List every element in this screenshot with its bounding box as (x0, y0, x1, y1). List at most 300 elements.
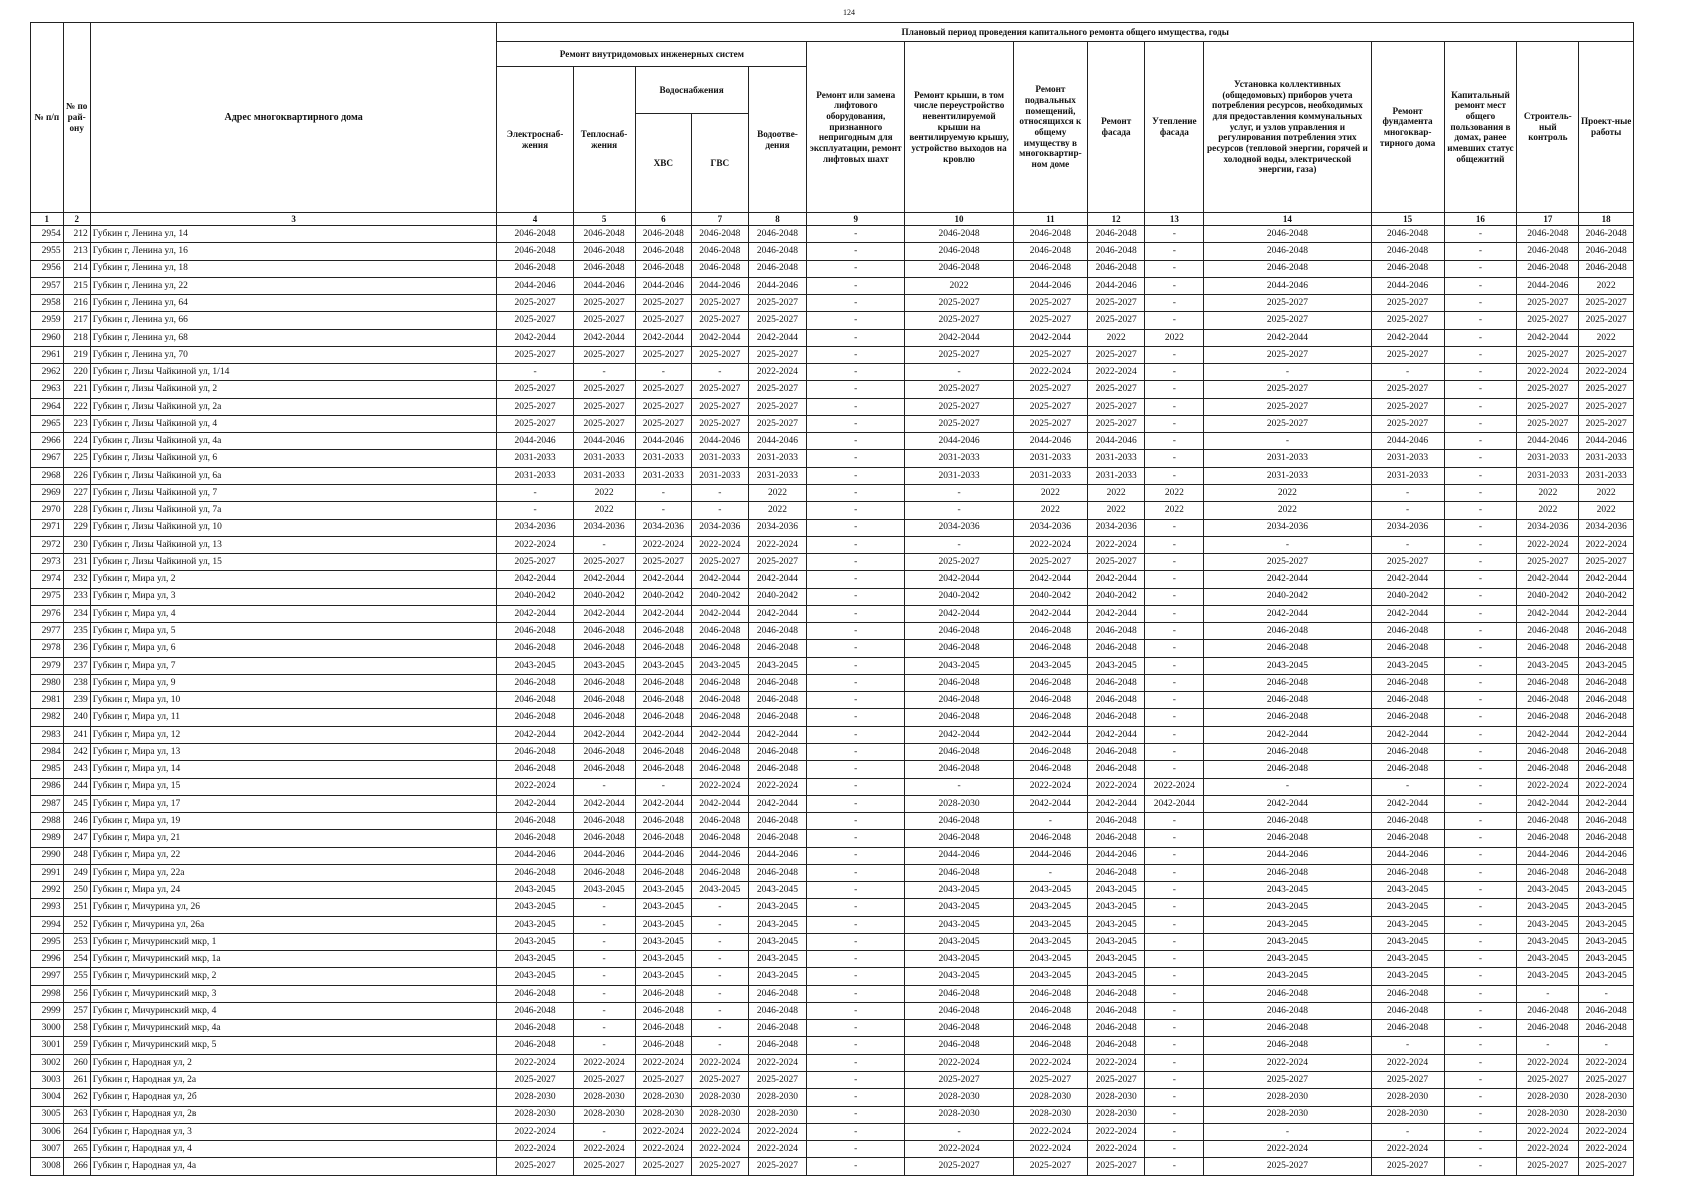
period-cell: - (1444, 467, 1517, 484)
period-cell: 2025-2027 (1371, 415, 1444, 432)
period-cell: 2046-2048 (748, 260, 807, 277)
period-cell: 2044-2046 (692, 847, 749, 864)
table-row (31, 1106, 1634, 1123)
district-index: 219 (63, 346, 90, 363)
period-cell: 2022-2024 (1517, 1054, 1579, 1071)
row-index: 3003 (31, 1072, 64, 1089)
district-index: 242 (63, 743, 90, 760)
table-row (31, 813, 1634, 830)
period-cell: - (1444, 415, 1517, 432)
period-cell: 2044-2046 (1013, 847, 1087, 864)
period-cell: 2046-2048 (573, 243, 635, 260)
district-index: 263 (63, 1106, 90, 1123)
header-electricity: Электроснаб-жения (497, 67, 573, 213)
period-cell: 2046-2048 (748, 640, 807, 657)
period-cell: 2046-2048 (1204, 761, 1371, 778)
period-cell: 2025-2027 (1087, 415, 1145, 432)
period-cell: 2046-2048 (748, 761, 807, 778)
period-cell: 2043-2045 (497, 968, 573, 985)
period-cell: 2046-2048 (1087, 260, 1145, 277)
period-cell: - (807, 226, 905, 243)
table-row (31, 1037, 1634, 1054)
period-cell: 2044-2046 (1013, 433, 1087, 450)
period-cell: 2046-2048 (1371, 623, 1444, 640)
address-cell: Губкин г, Мичуринский мкр, 1 (90, 933, 497, 950)
period-cell: 2046-2048 (497, 623, 573, 640)
period-cell: - (1371, 1037, 1444, 1054)
table-row (31, 433, 1634, 450)
district-index: 255 (63, 968, 90, 985)
period-cell: 2046-2048 (573, 830, 635, 847)
period-cell: 2046-2048 (1204, 813, 1371, 830)
period-cell: 2046-2048 (1087, 709, 1145, 726)
period-cell: - (807, 415, 905, 432)
address-cell: Губкин г, Лизы Чайкиной ул, 10 (90, 519, 497, 536)
period-cell: 2046-2048 (748, 743, 807, 760)
period-cell: 2025-2027 (1013, 554, 1087, 571)
period-cell: - (1444, 519, 1517, 536)
period-cell: 2031-2033 (1204, 450, 1371, 467)
row-index: 2971 (31, 519, 64, 536)
address-cell: Губкин г, Лизы Чайкиной ул, 7а (90, 502, 497, 519)
period-cell: 2034-2036 (1204, 519, 1371, 536)
header-heat: Теплоснаб-жения (573, 67, 635, 213)
period-cell: 2025-2027 (692, 554, 749, 571)
period-cell: 2046-2048 (1371, 709, 1444, 726)
period-cell: 2022-2024 (692, 1141, 749, 1158)
period-cell: - (807, 623, 905, 640)
district-index: 216 (63, 295, 90, 312)
period-cell: 2046-2048 (1087, 692, 1145, 709)
period-cell: - (807, 260, 905, 277)
table-row (31, 864, 1634, 881)
period-cell: - (1444, 398, 1517, 415)
table-row (31, 830, 1634, 847)
period-cell: - (1145, 588, 1204, 605)
period-cell: 2046-2048 (497, 709, 573, 726)
period-cell: 2046-2048 (1371, 260, 1444, 277)
period-cell: - (1517, 1037, 1579, 1054)
period-cell: 2025-2027 (692, 1158, 749, 1175)
period-cell: - (692, 1002, 749, 1019)
period-cell: 2046-2048 (905, 1020, 1014, 1037)
period-cell: 2022 (1204, 484, 1371, 501)
row-index: 2956 (31, 260, 64, 277)
column-number: 13 (1145, 213, 1204, 226)
period-cell: - (1145, 1141, 1204, 1158)
period-cell: - (807, 277, 905, 294)
period-cell: - (807, 1002, 905, 1019)
period-cell: 2022 (1579, 277, 1634, 294)
period-cell: - (1517, 985, 1579, 1002)
period-cell: 2031-2033 (635, 467, 692, 484)
period-cell: 2025-2027 (905, 381, 1014, 398)
period-cell: 2043-2045 (1517, 916, 1579, 933)
district-index: 215 (63, 277, 90, 294)
period-cell: 2025-2027 (748, 295, 807, 312)
period-cell: 2043-2045 (748, 968, 807, 985)
period-cell: 2046-2048 (573, 260, 635, 277)
period-cell: 2042-2044 (692, 571, 749, 588)
table-row (31, 226, 1634, 243)
table-row (31, 968, 1634, 985)
period-cell: - (692, 916, 749, 933)
period-cell: - (807, 519, 905, 536)
period-cell: 2046-2048 (1087, 674, 1145, 691)
period-cell: 2046-2048 (1204, 864, 1371, 881)
period-cell: - (1444, 243, 1517, 260)
period-cell: 2043-2045 (573, 882, 635, 899)
period-cell: 2046-2048 (905, 761, 1014, 778)
address-cell: Губкин г, Мира ул, 4 (90, 605, 497, 622)
period-cell: - (1444, 1089, 1517, 1106)
period-cell: - (1444, 1072, 1517, 1089)
address-cell: Губкин г, Народная ул, 2б (90, 1089, 497, 1106)
period-cell: 2046-2048 (573, 743, 635, 760)
period-cell: 2025-2027 (635, 398, 692, 415)
period-cell: - (573, 899, 635, 916)
period-cell: - (1145, 692, 1204, 709)
period-cell: - (807, 346, 905, 363)
period-cell: 2046-2048 (692, 640, 749, 657)
period-cell: - (573, 916, 635, 933)
period-cell: - (692, 985, 749, 1002)
period-cell: 2025-2027 (1579, 1072, 1634, 1089)
period-cell: 2040-2042 (748, 588, 807, 605)
period-cell: 2046-2048 (905, 709, 1014, 726)
period-cell: 2022-2024 (1204, 1054, 1371, 1071)
period-cell: - (1444, 502, 1517, 519)
period-cell: 2042-2044 (1204, 329, 1371, 346)
period-cell: 2022-2024 (1371, 1141, 1444, 1158)
period-cell: 2046-2048 (692, 674, 749, 691)
district-index: 235 (63, 623, 90, 640)
period-cell: 2025-2027 (905, 346, 1014, 363)
period-cell: 2046-2048 (1087, 830, 1145, 847)
table-row (31, 364, 1634, 381)
address-cell: Губкин г, Ленина ул, 18 (90, 260, 497, 277)
column-number: 4 (497, 213, 573, 226)
district-index: 250 (63, 882, 90, 899)
address-cell: Губкин г, Народная ул, 3 (90, 1123, 497, 1140)
period-cell: 2025-2027 (1013, 415, 1087, 432)
period-cell: 2028-2030 (573, 1089, 635, 1106)
address-cell: Губкин г, Мира ул, 10 (90, 692, 497, 709)
period-cell: 2025-2027 (635, 554, 692, 571)
period-cell: 2031-2033 (905, 450, 1014, 467)
period-cell: - (807, 605, 905, 622)
period-cell: - (1444, 985, 1517, 1002)
period-cell: 2040-2042 (1371, 588, 1444, 605)
row-index: 2974 (31, 571, 64, 588)
period-cell: - (1145, 847, 1204, 864)
period-cell: - (1145, 951, 1204, 968)
period-cell: 2022-2024 (748, 1123, 807, 1140)
period-cell: 2042-2044 (1145, 795, 1204, 812)
period-cell: 2043-2045 (748, 882, 807, 899)
period-cell: - (1145, 813, 1204, 830)
table-row (31, 640, 1634, 657)
period-cell: 2042-2044 (635, 726, 692, 743)
period-cell: 2025-2027 (692, 415, 749, 432)
period-cell: 2046-2048 (748, 623, 807, 640)
address-cell: Губкин г, Мира ул, 12 (90, 726, 497, 743)
period-cell: 2046-2048 (905, 813, 1014, 830)
address-cell: Губкин г, Мичуринский мкр, 1а (90, 951, 497, 968)
address-cell: Губкин г, Лизы Чайкиной ул, 2а (90, 398, 497, 415)
period-cell: 2044-2046 (1087, 433, 1145, 450)
period-cell: 2043-2045 (1517, 933, 1579, 950)
period-cell: 2043-2045 (905, 968, 1014, 985)
period-cell: 2028-2030 (635, 1106, 692, 1123)
district-index: 265 (63, 1141, 90, 1158)
period-cell: 2025-2027 (905, 554, 1014, 571)
period-cell: 2022 (1087, 502, 1145, 519)
period-cell: - (1204, 433, 1371, 450)
address-cell: Губкин г, Народная ул, 2а (90, 1072, 497, 1089)
period-cell: 2040-2042 (1087, 588, 1145, 605)
period-cell: 2046-2048 (1371, 813, 1444, 830)
row-index: 3005 (31, 1106, 64, 1123)
header-roof: Ремонт крыши, в том числе переустройство невентилируемой крыши на вентилируемую крышу, устройство выходов на кровлю (905, 42, 1014, 213)
period-cell: 2044-2046 (1204, 277, 1371, 294)
period-cell: 2042-2044 (1013, 329, 1087, 346)
period-cell: 2046-2048 (1371, 985, 1444, 1002)
period-cell: - (692, 951, 749, 968)
period-cell: 2046-2048 (635, 674, 692, 691)
period-cell: 2046-2048 (692, 692, 749, 709)
period-cell: 2022-2024 (1013, 1123, 1087, 1140)
period-cell: 2042-2044 (1517, 571, 1579, 588)
period-cell: 2043-2045 (497, 882, 573, 899)
address-cell: Губкин г, Ленина ул, 68 (90, 329, 497, 346)
period-cell: 2022 (1579, 329, 1634, 346)
row-index: 2992 (31, 882, 64, 899)
period-cell: 2046-2048 (635, 226, 692, 243)
period-cell: - (1444, 778, 1517, 795)
row-index: 2961 (31, 346, 64, 363)
period-cell: - (1444, 743, 1517, 760)
period-cell: 2043-2045 (1371, 933, 1444, 950)
period-cell: 2040-2042 (1204, 588, 1371, 605)
table-row (31, 329, 1634, 346)
period-cell: 2028-2030 (1579, 1089, 1634, 1106)
period-cell: 2046-2048 (748, 985, 807, 1002)
period-cell: 2046-2048 (635, 640, 692, 657)
table-row (31, 571, 1634, 588)
period-cell: 2046-2048 (905, 743, 1014, 760)
period-cell: 2025-2027 (1371, 1158, 1444, 1175)
row-index: 2984 (31, 743, 64, 760)
table-row (31, 295, 1634, 312)
period-cell: 2025-2027 (497, 312, 573, 329)
address-cell: Губкин г, Мичуринский мкр, 4а (90, 1020, 497, 1037)
period-cell: 2031-2033 (1371, 450, 1444, 467)
period-cell: 2025-2027 (573, 295, 635, 312)
period-cell: - (1444, 657, 1517, 674)
period-cell: - (807, 364, 905, 381)
row-index: 2959 (31, 312, 64, 329)
district-index: 236 (63, 640, 90, 657)
period-cell: 2046-2048 (748, 813, 807, 830)
address-cell: Губкин г, Лизы Чайкиной ул, 7 (90, 484, 497, 501)
period-cell: 2028-2030 (573, 1106, 635, 1123)
period-cell: 2022 (1087, 329, 1145, 346)
period-cell: 2043-2045 (748, 951, 807, 968)
period-cell: 2046-2048 (905, 864, 1014, 881)
period-cell: - (1145, 1054, 1204, 1071)
period-cell: 2046-2048 (1204, 226, 1371, 243)
row-index: 2969 (31, 484, 64, 501)
district-index: 227 (63, 484, 90, 501)
period-cell: - (905, 778, 1014, 795)
period-cell: 2046-2048 (1579, 226, 1634, 243)
period-cell: 2042-2044 (635, 329, 692, 346)
period-cell: 2022-2024 (1087, 536, 1145, 553)
period-cell: 2043-2045 (1204, 916, 1371, 933)
period-cell: 2046-2048 (1371, 243, 1444, 260)
period-cell: 2025-2027 (1087, 312, 1145, 329)
district-index: 240 (63, 709, 90, 726)
address-cell: Губкин г, Мира ул, 5 (90, 623, 497, 640)
address-cell: Губкин г, Мичурина ул, 26а (90, 916, 497, 933)
period-cell: 2043-2045 (1013, 916, 1087, 933)
period-cell: 2044-2046 (748, 433, 807, 450)
period-cell: 2042-2044 (635, 795, 692, 812)
period-cell: 2046-2048 (497, 674, 573, 691)
period-cell: 2022-2024 (692, 536, 749, 553)
period-cell: 2043-2045 (635, 657, 692, 674)
period-cell: 2022-2024 (1013, 1054, 1087, 1071)
table-row (31, 899, 1634, 916)
period-cell: 2043-2045 (1087, 899, 1145, 916)
period-cell: 2022-2024 (1517, 1123, 1579, 1140)
period-cell: 2043-2045 (635, 933, 692, 950)
row-index: 2968 (31, 467, 64, 484)
period-cell: 2046-2048 (1517, 813, 1579, 830)
address-cell: Губкин г, Мичурина ул, 26 (90, 899, 497, 916)
district-index: 220 (63, 364, 90, 381)
period-cell: 2025-2027 (635, 346, 692, 363)
period-cell: 2046-2048 (1087, 243, 1145, 260)
period-cell: 2022-2024 (1204, 1141, 1371, 1158)
period-cell: - (573, 1123, 635, 1140)
period-cell: 2031-2033 (1013, 467, 1087, 484)
period-cell: 2044-2046 (1087, 277, 1145, 294)
period-cell: 2046-2048 (1517, 761, 1579, 778)
row-index: 2965 (31, 415, 64, 432)
period-cell: 2046-2048 (635, 813, 692, 830)
period-cell: 2034-2036 (692, 519, 749, 536)
period-cell: - (807, 295, 905, 312)
period-cell: 2046-2048 (692, 243, 749, 260)
period-cell: 2044-2046 (1517, 277, 1579, 294)
period-cell: 2042-2044 (497, 329, 573, 346)
period-cell: 2040-2042 (635, 588, 692, 605)
period-cell: 2043-2045 (635, 882, 692, 899)
period-cell: 2043-2045 (1371, 951, 1444, 968)
period-cell: 2046-2048 (635, 1037, 692, 1054)
table-row (31, 536, 1634, 553)
period-cell: 2022 (573, 502, 635, 519)
table-row (31, 1054, 1634, 1071)
period-cell: 2042-2044 (1371, 571, 1444, 588)
period-cell: 2043-2045 (1013, 968, 1087, 985)
period-cell: - (1371, 502, 1444, 519)
row-index: 2983 (31, 726, 64, 743)
period-cell: - (807, 502, 905, 519)
period-cell: 2031-2033 (1087, 467, 1145, 484)
period-cell: 2046-2048 (1517, 260, 1579, 277)
table-row (31, 312, 1634, 329)
table-row (31, 346, 1634, 363)
period-cell: - (1444, 951, 1517, 968)
period-cell: 2046-2048 (1371, 743, 1444, 760)
period-cell: 2025-2027 (905, 295, 1014, 312)
period-cell: 2031-2033 (905, 467, 1014, 484)
period-cell: 2046-2048 (1013, 743, 1087, 760)
period-cell: 2046-2048 (748, 674, 807, 691)
period-cell: - (807, 1072, 905, 1089)
period-cell: 2025-2027 (1579, 381, 1634, 398)
row-index: 2975 (31, 588, 64, 605)
period-cell: 2022 (1087, 484, 1145, 501)
period-cell: 2043-2045 (1579, 968, 1634, 985)
period-cell: 2022-2024 (1517, 1141, 1579, 1158)
period-cell: 2046-2048 (1013, 692, 1087, 709)
row-index: 2993 (31, 899, 64, 916)
period-cell: 2042-2044 (1371, 605, 1444, 622)
period-cell: 2046-2048 (497, 243, 573, 260)
period-cell: 2025-2027 (573, 312, 635, 329)
period-cell: 2046-2048 (1579, 243, 1634, 260)
period-cell: 2022-2024 (1579, 536, 1634, 553)
period-cell: 2046-2048 (748, 243, 807, 260)
period-cell: 2042-2044 (748, 329, 807, 346)
district-index: 218 (63, 329, 90, 346)
period-cell: 2046-2048 (497, 226, 573, 243)
period-cell: 2028-2030 (1517, 1089, 1579, 1106)
period-cell: - (1145, 830, 1204, 847)
period-cell: 2042-2044 (1087, 795, 1145, 812)
period-cell: 2043-2045 (748, 899, 807, 916)
period-cell: 2042-2044 (748, 571, 807, 588)
period-cell: - (1371, 1123, 1444, 1140)
district-index: 238 (63, 674, 90, 691)
period-cell: 2046-2048 (1579, 623, 1634, 640)
period-cell: 2034-2036 (905, 519, 1014, 536)
period-cell: 2025-2027 (1204, 295, 1371, 312)
period-cell: - (1444, 795, 1517, 812)
row-index: 2988 (31, 813, 64, 830)
period-cell: 2046-2048 (905, 243, 1014, 260)
period-cell: 2025-2027 (1517, 398, 1579, 415)
period-cell: - (1145, 415, 1204, 432)
district-index: 249 (63, 864, 90, 881)
period-cell: 2046-2048 (1204, 1037, 1371, 1054)
period-cell: 2025-2027 (1013, 346, 1087, 363)
period-cell: 2042-2044 (1204, 571, 1371, 588)
address-cell: Губкин г, Лизы Чайкиной ул, 2 (90, 381, 497, 398)
period-cell: - (692, 933, 749, 950)
table-row (31, 674, 1634, 691)
period-cell: 2046-2048 (1013, 830, 1087, 847)
period-cell: 2046-2048 (1013, 985, 1087, 1002)
address-cell: Губкин г, Лизы Чайкиной ул, 4 (90, 415, 497, 432)
period-cell: 2046-2048 (497, 743, 573, 760)
row-index: 2982 (31, 709, 64, 726)
district-index: 226 (63, 467, 90, 484)
